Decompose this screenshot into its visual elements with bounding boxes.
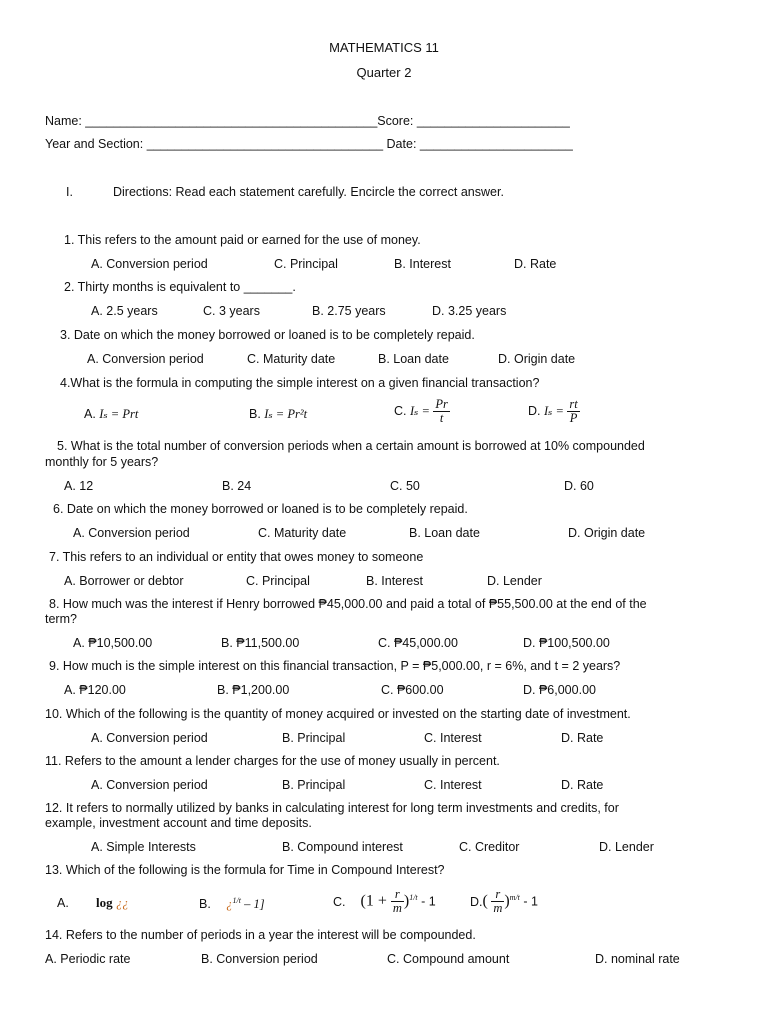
- choice-4c-lhs: Iₛ =: [409, 403, 430, 418]
- choice-14b[interactable]: B. Conversion period: [201, 952, 318, 966]
- question-10-stem: 10. Which of the following is the quantity of money acquired or invested on the starting date of investment.: [45, 707, 631, 721]
- section-numeral: I.: [66, 185, 73, 199]
- choice-4a-label: A.: [84, 407, 96, 421]
- choice-1d[interactable]: D. Rate: [514, 257, 557, 271]
- choice-5a[interactable]: A. 12: [64, 479, 94, 493]
- fraction-numerator: r: [391, 888, 404, 902]
- year-date-line: Year and Section: __________________________________ Date: ______________________: [45, 137, 573, 151]
- choice-11a[interactable]: A. Conversion period: [91, 778, 208, 792]
- exponent: 1/t: [409, 892, 418, 902]
- name-score-line: Name: __________________________________________Score: ______________________: [45, 114, 570, 128]
- choice-7d[interactable]: D. Lender: [487, 574, 542, 588]
- fraction-denominator: m: [392, 901, 402, 916]
- paren-open: (1 +: [360, 892, 391, 910]
- choice-4a[interactable]: [84, 406, 138, 422]
- log-function: log: [96, 895, 113, 910]
- paren-close: ): [504, 892, 510, 910]
- choice-12b[interactable]: B. Compound interest: [282, 840, 403, 854]
- document-title: MATHEMATICS 11: [329, 40, 439, 55]
- choice-13d-label: D.: [470, 894, 483, 909]
- choice-4b[interactable]: [249, 406, 307, 422]
- choice-13d[interactable]: [470, 888, 538, 915]
- choice-13c-label: C.: [333, 894, 346, 909]
- choice-13d-fraction: [491, 888, 504, 915]
- choice-4d-fraction: [567, 398, 579, 425]
- question-2-stem: 2. Thirty months is equivalent to _______.: [64, 280, 296, 294]
- question-7-stem: 7. This refers to an individual or entity that owes money to someone: [49, 550, 424, 564]
- fraction-denominator: m: [493, 901, 503, 916]
- choice-8d[interactable]: D. ₱100,500.00: [523, 636, 610, 650]
- choice-4b-formula: Iₛ = Pr²t: [264, 407, 308, 421]
- choice-4d-label: D.: [528, 403, 541, 418]
- choice-9d[interactable]: D. ₱6,000.00: [523, 683, 596, 697]
- choice-2c[interactable]: B. 2.75 years: [312, 304, 386, 318]
- choice-11d[interactable]: D. Rate: [561, 778, 604, 792]
- exponent: 1/t: [232, 896, 241, 905]
- choice-3c[interactable]: B. Loan date: [378, 352, 449, 366]
- choice-7b[interactable]: C. Principal: [246, 574, 310, 588]
- fraction-denominator: t: [439, 411, 444, 426]
- choice-9a[interactable]: A. ₱120.00: [64, 683, 126, 697]
- choice-13d-tail: - 1: [519, 894, 538, 909]
- choice-13a-formula[interactable]: [96, 895, 129, 911]
- choice-8c[interactable]: C. ₱45,000.00: [378, 636, 458, 650]
- choice-13c-tail: - 1: [417, 894, 436, 909]
- choice-11c[interactable]: C. Interest: [424, 778, 482, 792]
- question-8-stem-continued: term?: [45, 612, 77, 626]
- choice-6c[interactable]: B. Loan date: [409, 526, 480, 540]
- choice-5c[interactable]: C. 50: [390, 479, 420, 493]
- choice-14c[interactable]: C. Compound amount: [387, 952, 510, 966]
- question-12-stem: 12. It refers to normally utilized by banks in calculating interest for long term investments and credits, for: [45, 801, 619, 815]
- question-11-stem: 11. Refers to the amount a lender charges for the use of money usually in percent.: [45, 754, 500, 768]
- question-13-stem: 13. Which of the following is the formula for Time in Compound Interest?: [45, 863, 445, 877]
- choice-4a-formula: Iₛ = Prt: [99, 407, 139, 421]
- choice-5b[interactable]: B. 24: [222, 479, 252, 493]
- choice-10b[interactable]: B. Principal: [282, 731, 346, 745]
- choice-10d[interactable]: D. Rate: [561, 731, 604, 745]
- choice-12c[interactable]: C. Creditor: [459, 840, 520, 854]
- choice-2b[interactable]: C. 3 years: [203, 304, 260, 318]
- choice-8b[interactable]: B. ₱11,500.00: [221, 636, 300, 650]
- exponent: m/t: [509, 892, 520, 902]
- choice-10c[interactable]: C. Interest: [424, 731, 482, 745]
- directions-text: Directions: Read each statement carefully. Encircle the correct answer.: [113, 185, 504, 199]
- choice-4c-label: C.: [394, 403, 407, 418]
- garbled-glyphs: ¿: [226, 897, 233, 912]
- fraction-numerator: Pr: [435, 397, 448, 411]
- choice-9b[interactable]: B. ₱1,200.00: [217, 683, 290, 697]
- choice-1b[interactable]: C. Principal: [274, 257, 338, 271]
- garbled-glyphs: ¿¿: [116, 896, 129, 910]
- paren-close: ): [403, 892, 410, 910]
- choice-4c-fraction: [433, 398, 450, 425]
- choice-7c[interactable]: B. Interest: [366, 574, 423, 588]
- choice-12d[interactable]: D. Lender: [599, 840, 654, 854]
- document-subtitle: Quarter 2: [356, 65, 412, 80]
- paren-open: (: [482, 892, 488, 910]
- question-3-stem: 3. Date on which the money borrowed or loaned is to be completely repaid.: [60, 328, 475, 342]
- question-5-stem-continued: monthly for 5 years?: [45, 455, 159, 469]
- fraction-denominator: P: [569, 411, 578, 426]
- choice-9c[interactable]: C. ₱600.00: [381, 683, 444, 697]
- choice-13c-fraction: [391, 888, 404, 915]
- fraction-numerator: r: [491, 888, 504, 902]
- choice-2d[interactable]: D. 3.25 years: [432, 304, 507, 318]
- choice-14d[interactable]: D. nominal rate: [595, 952, 680, 966]
- choice-3a[interactable]: A. Conversion period: [87, 352, 204, 366]
- choice-5d[interactable]: D. 60: [564, 479, 594, 493]
- choice-11b[interactable]: B. Principal: [282, 778, 346, 792]
- question-4-stem: 4.What is the formula in computing the simple interest on a given financial transaction?: [60, 376, 540, 390]
- choice-8a[interactable]: A. ₱10,500.00: [73, 636, 153, 650]
- question-9-stem: 9. How much is the simple interest on this financial transaction, P = ₱5,000.00, r = 6%, and t = 2 years?: [49, 659, 621, 673]
- question-5-stem: 5. What is the total number of conversion periods when a certain amount is borrowed at 10% compounded: [57, 439, 645, 453]
- choice-6a[interactable]: A. Conversion period: [73, 526, 190, 540]
- choice-6d[interactable]: D. Origin date: [568, 526, 646, 540]
- choice-13c[interactable]: [333, 888, 436, 915]
- fraction-numerator: rt: [569, 397, 578, 411]
- choice-12a[interactable]: A. Simple Interests: [91, 840, 196, 854]
- choice-1c[interactable]: B. Interest: [394, 257, 451, 271]
- choice-13b-rest: – 1]: [241, 897, 265, 912]
- choice-4d-lhs: Iₛ =: [543, 403, 564, 418]
- choice-2a[interactable]: A. 2.5 years: [91, 304, 158, 318]
- choice-4b-label: B.: [249, 407, 261, 421]
- choice-4d[interactable]: [528, 398, 580, 425]
- question-14-stem: 14. Refers to the number of periods in a year the interest will be compounded.: [45, 928, 476, 942]
- question-8-stem: 8. How much was the interest if Henry borrowed ₱45,000.00 and paid a total of ₱55,500.00 at the end of the: [49, 597, 647, 611]
- choice-13a-label[interactable]: A.: [57, 896, 69, 910]
- question-6-stem: 6. Date on which the money borrowed or loaned is to be completely repaid.: [53, 502, 468, 516]
- choice-4c[interactable]: [394, 398, 450, 425]
- choice-13b-label: B.: [199, 897, 211, 912]
- choice-3d[interactable]: D. Origin date: [498, 352, 576, 366]
- question-1-stem: 1. This refers to the amount paid or earned for the use of money.: [64, 233, 421, 247]
- choice-13b[interactable]: [199, 896, 265, 912]
- question-12-stem-continued: example, investment account and time deposits.: [45, 816, 312, 830]
- choice-1a[interactable]: A. Conversion period: [91, 257, 208, 271]
- choice-14a[interactable]: A. Periodic rate: [45, 952, 131, 966]
- choice-7a[interactable]: A. Borrower or debtor: [64, 574, 184, 588]
- choice-3b[interactable]: C. Maturity date: [247, 352, 336, 366]
- choice-6b[interactable]: C. Maturity date: [258, 526, 347, 540]
- choice-10a[interactable]: A. Conversion period: [91, 731, 208, 745]
